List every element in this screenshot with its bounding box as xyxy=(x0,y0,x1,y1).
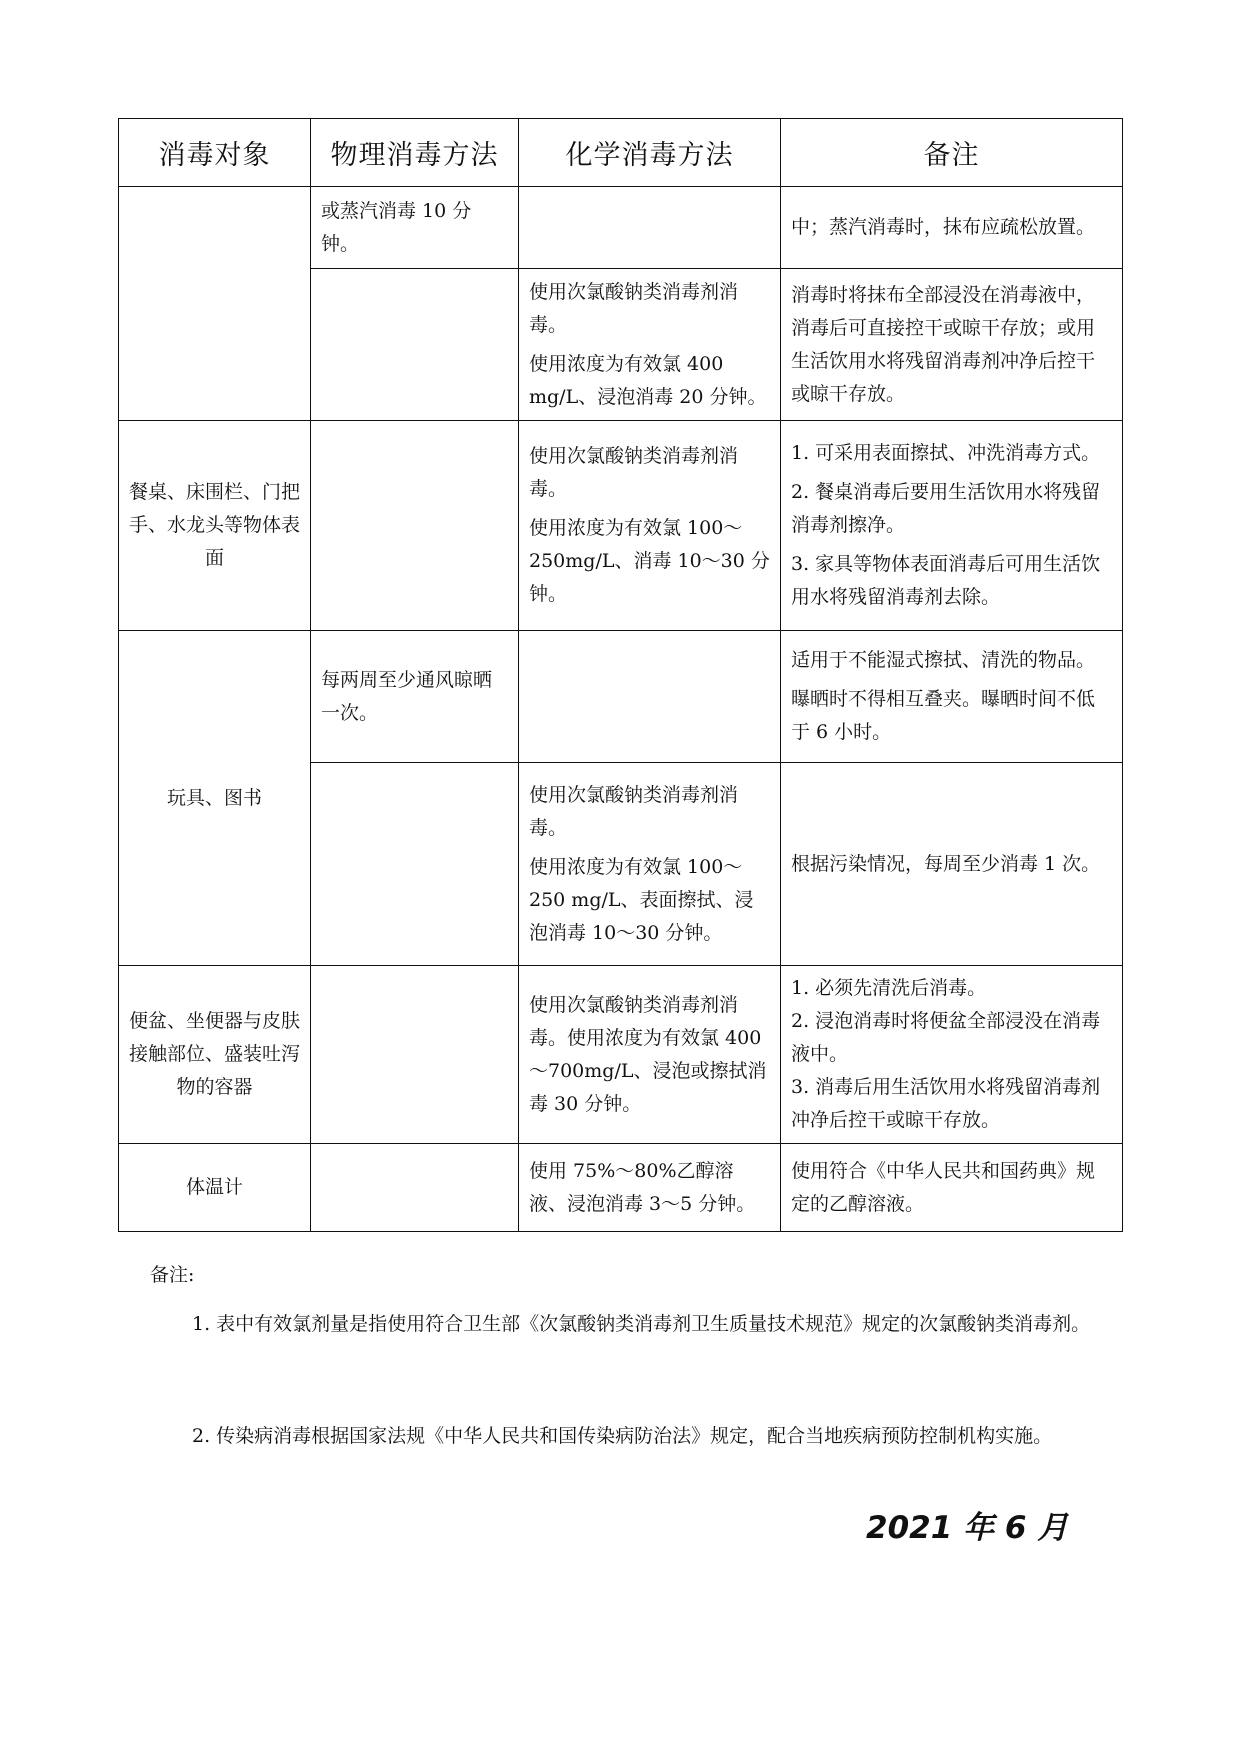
chemical-cell xyxy=(519,763,781,966)
table-row xyxy=(119,187,1123,269)
chemical-cell-empty xyxy=(519,631,781,763)
table-row xyxy=(119,631,1123,763)
remark-line: 1. 必须先清洗后消毒。 xyxy=(791,977,987,999)
remark-cell xyxy=(781,966,1123,1144)
note-item: 1. 表中有效氯剂量是指使用符合卫生部《次氯酸钠类消毒剂卫生质量技术规范》规定的次氯酸钠类消毒剂。 xyxy=(192,1313,1091,1335)
header-remark: 备注 xyxy=(781,119,1123,187)
chemical-line: 使用次氯酸钠类消毒剂消毒。 xyxy=(529,445,739,500)
physical-cell: 或蒸汽消毒 10 分钟。 xyxy=(311,187,519,269)
notes-title: 备注: xyxy=(150,1264,195,1286)
object-cell-empty xyxy=(119,187,311,421)
object-cell: 玩具、图书 xyxy=(119,631,311,966)
chemical-line: 使用次氯酸钠类消毒剂消毒。 xyxy=(529,280,739,336)
remark-line: 3. 消毒后用生活饮用水将残留消毒剂冲净后控干或晾干存放。 xyxy=(791,1076,1101,1131)
chemical-cell-empty xyxy=(519,187,781,269)
remark-cell xyxy=(781,631,1123,763)
chemical-cell: 使用次氯酸钠类消毒剂消毒。使用浓度为有效氯 400～700mg/L、浸泡或擦拭消毒 30 分钟。 xyxy=(519,966,781,1144)
table-row xyxy=(119,421,1123,631)
physical-cell-empty xyxy=(311,269,519,421)
physical-cell-empty xyxy=(311,763,519,966)
chemical-cell: 使用 75%～80%乙醇溶液、浸泡消毒 3～5 分钟。 xyxy=(519,1144,781,1232)
table-row xyxy=(119,966,1123,1144)
remark-cell xyxy=(781,421,1123,631)
table-row xyxy=(119,1144,1123,1232)
document-date: 2021 年 6 月 xyxy=(866,1510,1069,1546)
remark-line: 1. 可采用表面擦拭、冲洗消毒方式。 xyxy=(791,442,1101,464)
remark-cell: 中；蒸汽消毒时，抹布应疏松放置。 xyxy=(781,187,1123,269)
remark-line: 3. 家具等物体表面消毒后可用生活饮用水将残留消毒剂去除。 xyxy=(791,553,1101,608)
chemical-line: 使用浓度为有效氯 400 mg/L、浸泡消毒 20 分钟。 xyxy=(529,352,767,408)
remark-line: 2. 餐桌消毒后要用生活饮用水将残留消毒剂擦净。 xyxy=(791,481,1101,536)
header-physical-method: 物理消毒方法 xyxy=(311,119,519,187)
object-cell: 餐桌、床围栏、门把手、水龙头等物体表面 xyxy=(119,421,311,631)
chemical-line: 使用浓度为有效氯 100～250 mg/L、表面擦拭、浸泡消毒 10～30 分钟。 xyxy=(529,855,754,944)
remark-line: 2. 浸泡消毒时将便盆全部浸没在消毒液中。 xyxy=(791,1010,1101,1065)
chemical-cell xyxy=(519,269,781,421)
remark-cell: 消毒时将抹布全部浸没在消毒液中，消毒后可直接控干或晾干存放；或用生活饮用水将残留消毒剂冲净后控干或晾干存放。 xyxy=(781,269,1123,421)
header-chemical-method: 化学消毒方法 xyxy=(519,119,781,187)
physical-cell: 每两周至少通风晾晒一次。 xyxy=(311,631,519,763)
chemical-line: 使用浓度为有效氯 100～250mg/L、消毒 10～30 分钟。 xyxy=(529,517,770,605)
physical-cell-empty xyxy=(311,1144,519,1232)
disinfection-table xyxy=(118,118,1123,1232)
remark-cell: 使用符合《中华人民共和国药典》规定的乙醇溶液。 xyxy=(781,1144,1123,1232)
object-cell: 体温计 xyxy=(119,1144,311,1232)
disinfection-table-page xyxy=(118,118,1122,1232)
remark-line: 曝晒时不得相互叠夹。曝晒时间不低于 6 小时。 xyxy=(791,688,1096,743)
header-object: 消毒对象 xyxy=(119,119,311,187)
chemical-cell xyxy=(519,421,781,631)
remark-cell: 根据污染情况，每周至少消毒 1 次。 xyxy=(781,763,1123,966)
table-header-row xyxy=(119,119,1123,187)
note-item: 2. 传染病消毒根据国家法规《中华人民共和国传染病防治法》规定，配合当地疾病预防控制机构实施。 xyxy=(192,1425,1053,1447)
remark-line: 适用于不能湿式擦拭、清洗的物品。 xyxy=(791,649,1096,671)
physical-cell-empty xyxy=(311,421,519,631)
chemical-line: 使用次氯酸钠类消毒剂消毒。 xyxy=(529,783,739,839)
physical-cell-empty xyxy=(311,966,519,1144)
object-cell: 便盆、坐便器与皮肤接触部位、盛装吐泻物的容器 xyxy=(119,966,311,1144)
